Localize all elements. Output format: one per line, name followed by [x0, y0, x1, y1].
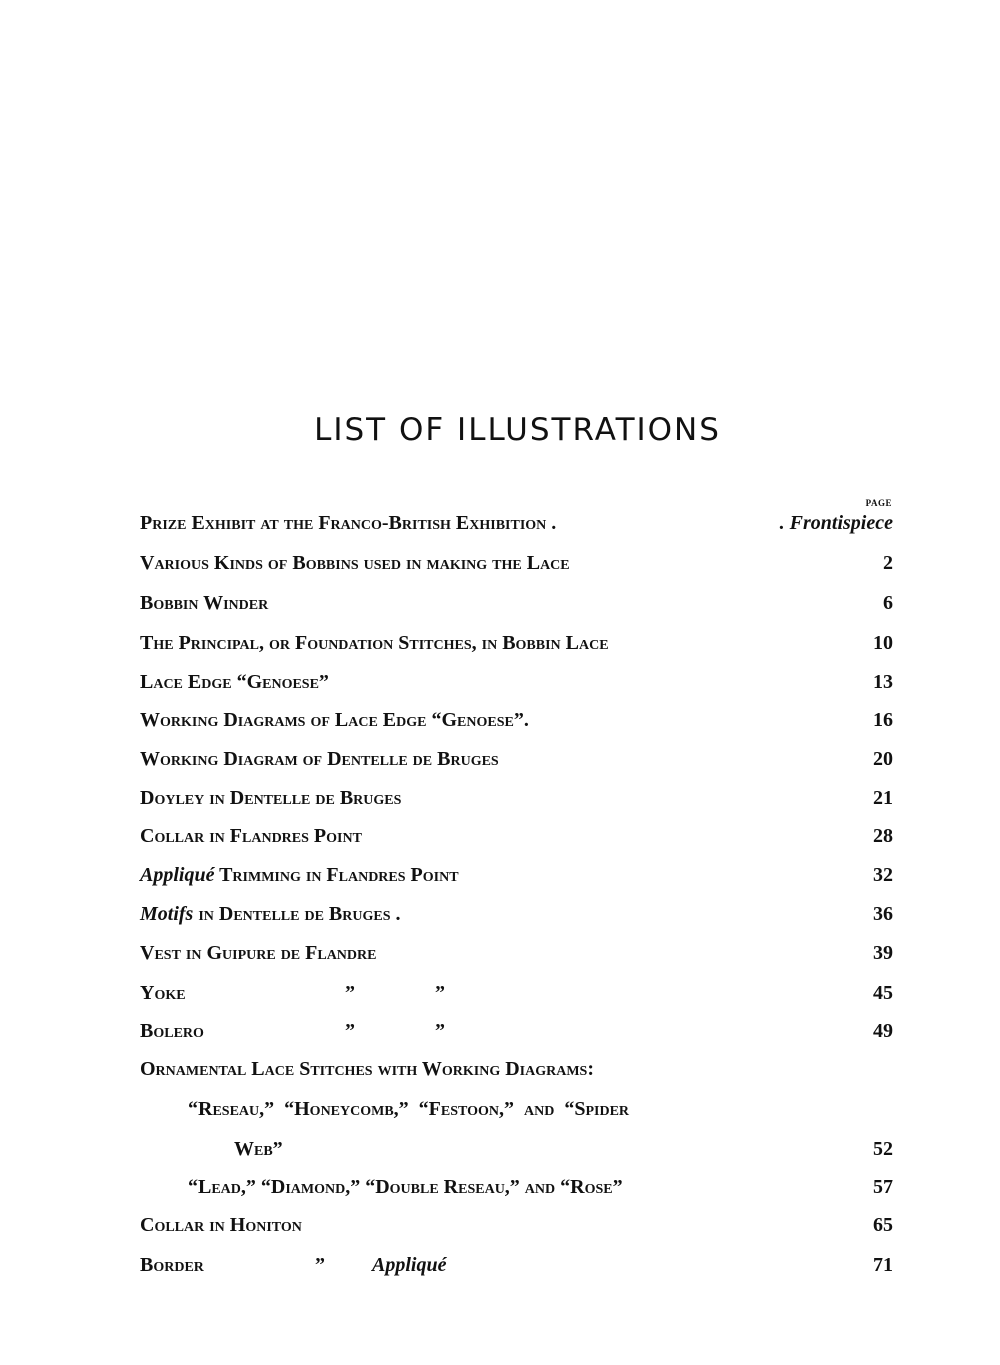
entry-label [140, 903, 401, 926]
entry-page: 6 [883, 592, 893, 614]
entry-label-rest: Trimming in Flandres Point [214, 864, 459, 886]
entry-label: Web” [234, 1138, 283, 1160]
entry-label: Ornamental Lace Stitches with Working Diagrams: [140, 1058, 594, 1080]
entry-page: 10 [873, 632, 893, 654]
toc-entry [188, 1176, 893, 1208]
entry-label: Working Diagrams of Lace Edge “Genoese”. [140, 709, 529, 731]
toc-entry [140, 512, 893, 544]
page-column-label: PAGE [865, 498, 892, 508]
toc-entry [140, 1254, 893, 1286]
toc-entry [140, 592, 893, 624]
toc-entry [140, 709, 893, 741]
toc-entry [140, 864, 893, 896]
entry-label [140, 1254, 446, 1277]
toc-entry [140, 1020, 893, 1052]
toc-entry [140, 787, 893, 819]
ditto-mark: ” [315, 1254, 325, 1276]
entry-page: 16 [873, 709, 893, 731]
entry-label: Prize Exhibit at the Franco-British Exhibition . [140, 512, 557, 534]
entry-page: 71 [873, 1254, 893, 1276]
ditto-mark: ” [345, 982, 355, 1004]
entry-label-text: Bolero [140, 1020, 204, 1042]
entry-label: “Lead,” “Diamond,” “Double Reseau,” and “Rose” [188, 1176, 623, 1198]
toc-entry [140, 903, 893, 935]
toc-entry [234, 1138, 893, 1170]
ditto-mark: ” [435, 982, 445, 1004]
entry-page: 13 [873, 671, 893, 693]
entry-page: 2 [883, 552, 893, 574]
entry-label: Collar in Honiton [140, 1214, 302, 1236]
toc-entry [140, 1214, 893, 1246]
entry-label-text: Border [140, 1254, 204, 1276]
entry-label: Various Kinds of Bobbins used in making the Lace [140, 552, 570, 574]
entry-page: 28 [873, 825, 893, 847]
entry-label: Working Diagram of Dentelle de Bruges [140, 748, 499, 770]
toc-entry [140, 748, 893, 780]
entry-label-italic: Motifs [140, 903, 194, 925]
entry-label-text: Yoke [140, 982, 186, 1004]
entry-page: 65 [873, 1214, 893, 1236]
toc-entry [188, 1098, 893, 1130]
entry-label: “Reseau,” “Honeycomb,” “Festoon,” and “Spider [188, 1098, 630, 1120]
entry-label [140, 864, 459, 887]
entry-label: Collar in Flandres Point [140, 825, 362, 847]
entry-label: Lace Edge “Genoese” [140, 671, 329, 693]
entry-page: 20 [873, 748, 893, 770]
toc-entry [140, 632, 893, 664]
entry-page: 45 [873, 982, 893, 1004]
entry-label: Bobbin Winder [140, 592, 269, 614]
entry-label-italic: Appliqué [372, 1254, 447, 1276]
entry-page: 39 [873, 942, 893, 964]
entry-label [140, 982, 460, 1005]
entry-page: 52 [873, 1138, 893, 1160]
toc-entry [140, 982, 893, 1014]
ditto-mark: ” [435, 1020, 445, 1042]
page-title: LIST OF ILLUSTRATIONS [314, 412, 721, 448]
toc-entry [140, 942, 893, 974]
entry-page: 21 [873, 787, 893, 809]
ditto-mark: ” [345, 1020, 355, 1042]
entry-label [140, 1020, 460, 1043]
toc-entry [140, 671, 893, 703]
toc-entry [140, 1058, 893, 1090]
entry-label: Vest in Guipure de Flandre [140, 942, 377, 964]
toc-entry [140, 552, 893, 584]
toc-entry [140, 825, 893, 857]
entry-label-rest: in Dentelle de Bruges . [193, 903, 401, 925]
entry-page: 49 [873, 1020, 893, 1042]
entry-page: 36 [873, 903, 893, 925]
entry-page: 32 [873, 864, 893, 886]
entry-page: 57 [873, 1176, 893, 1198]
entry-label: Doyley in Dentelle de Bruges [140, 787, 402, 809]
entry-label-italic: Appliqué [140, 864, 215, 886]
entry-label: The Principal, or Foundation Stitches, in Bobbin Lace [140, 632, 609, 654]
entry-page: . Frontispiece [779, 512, 893, 534]
